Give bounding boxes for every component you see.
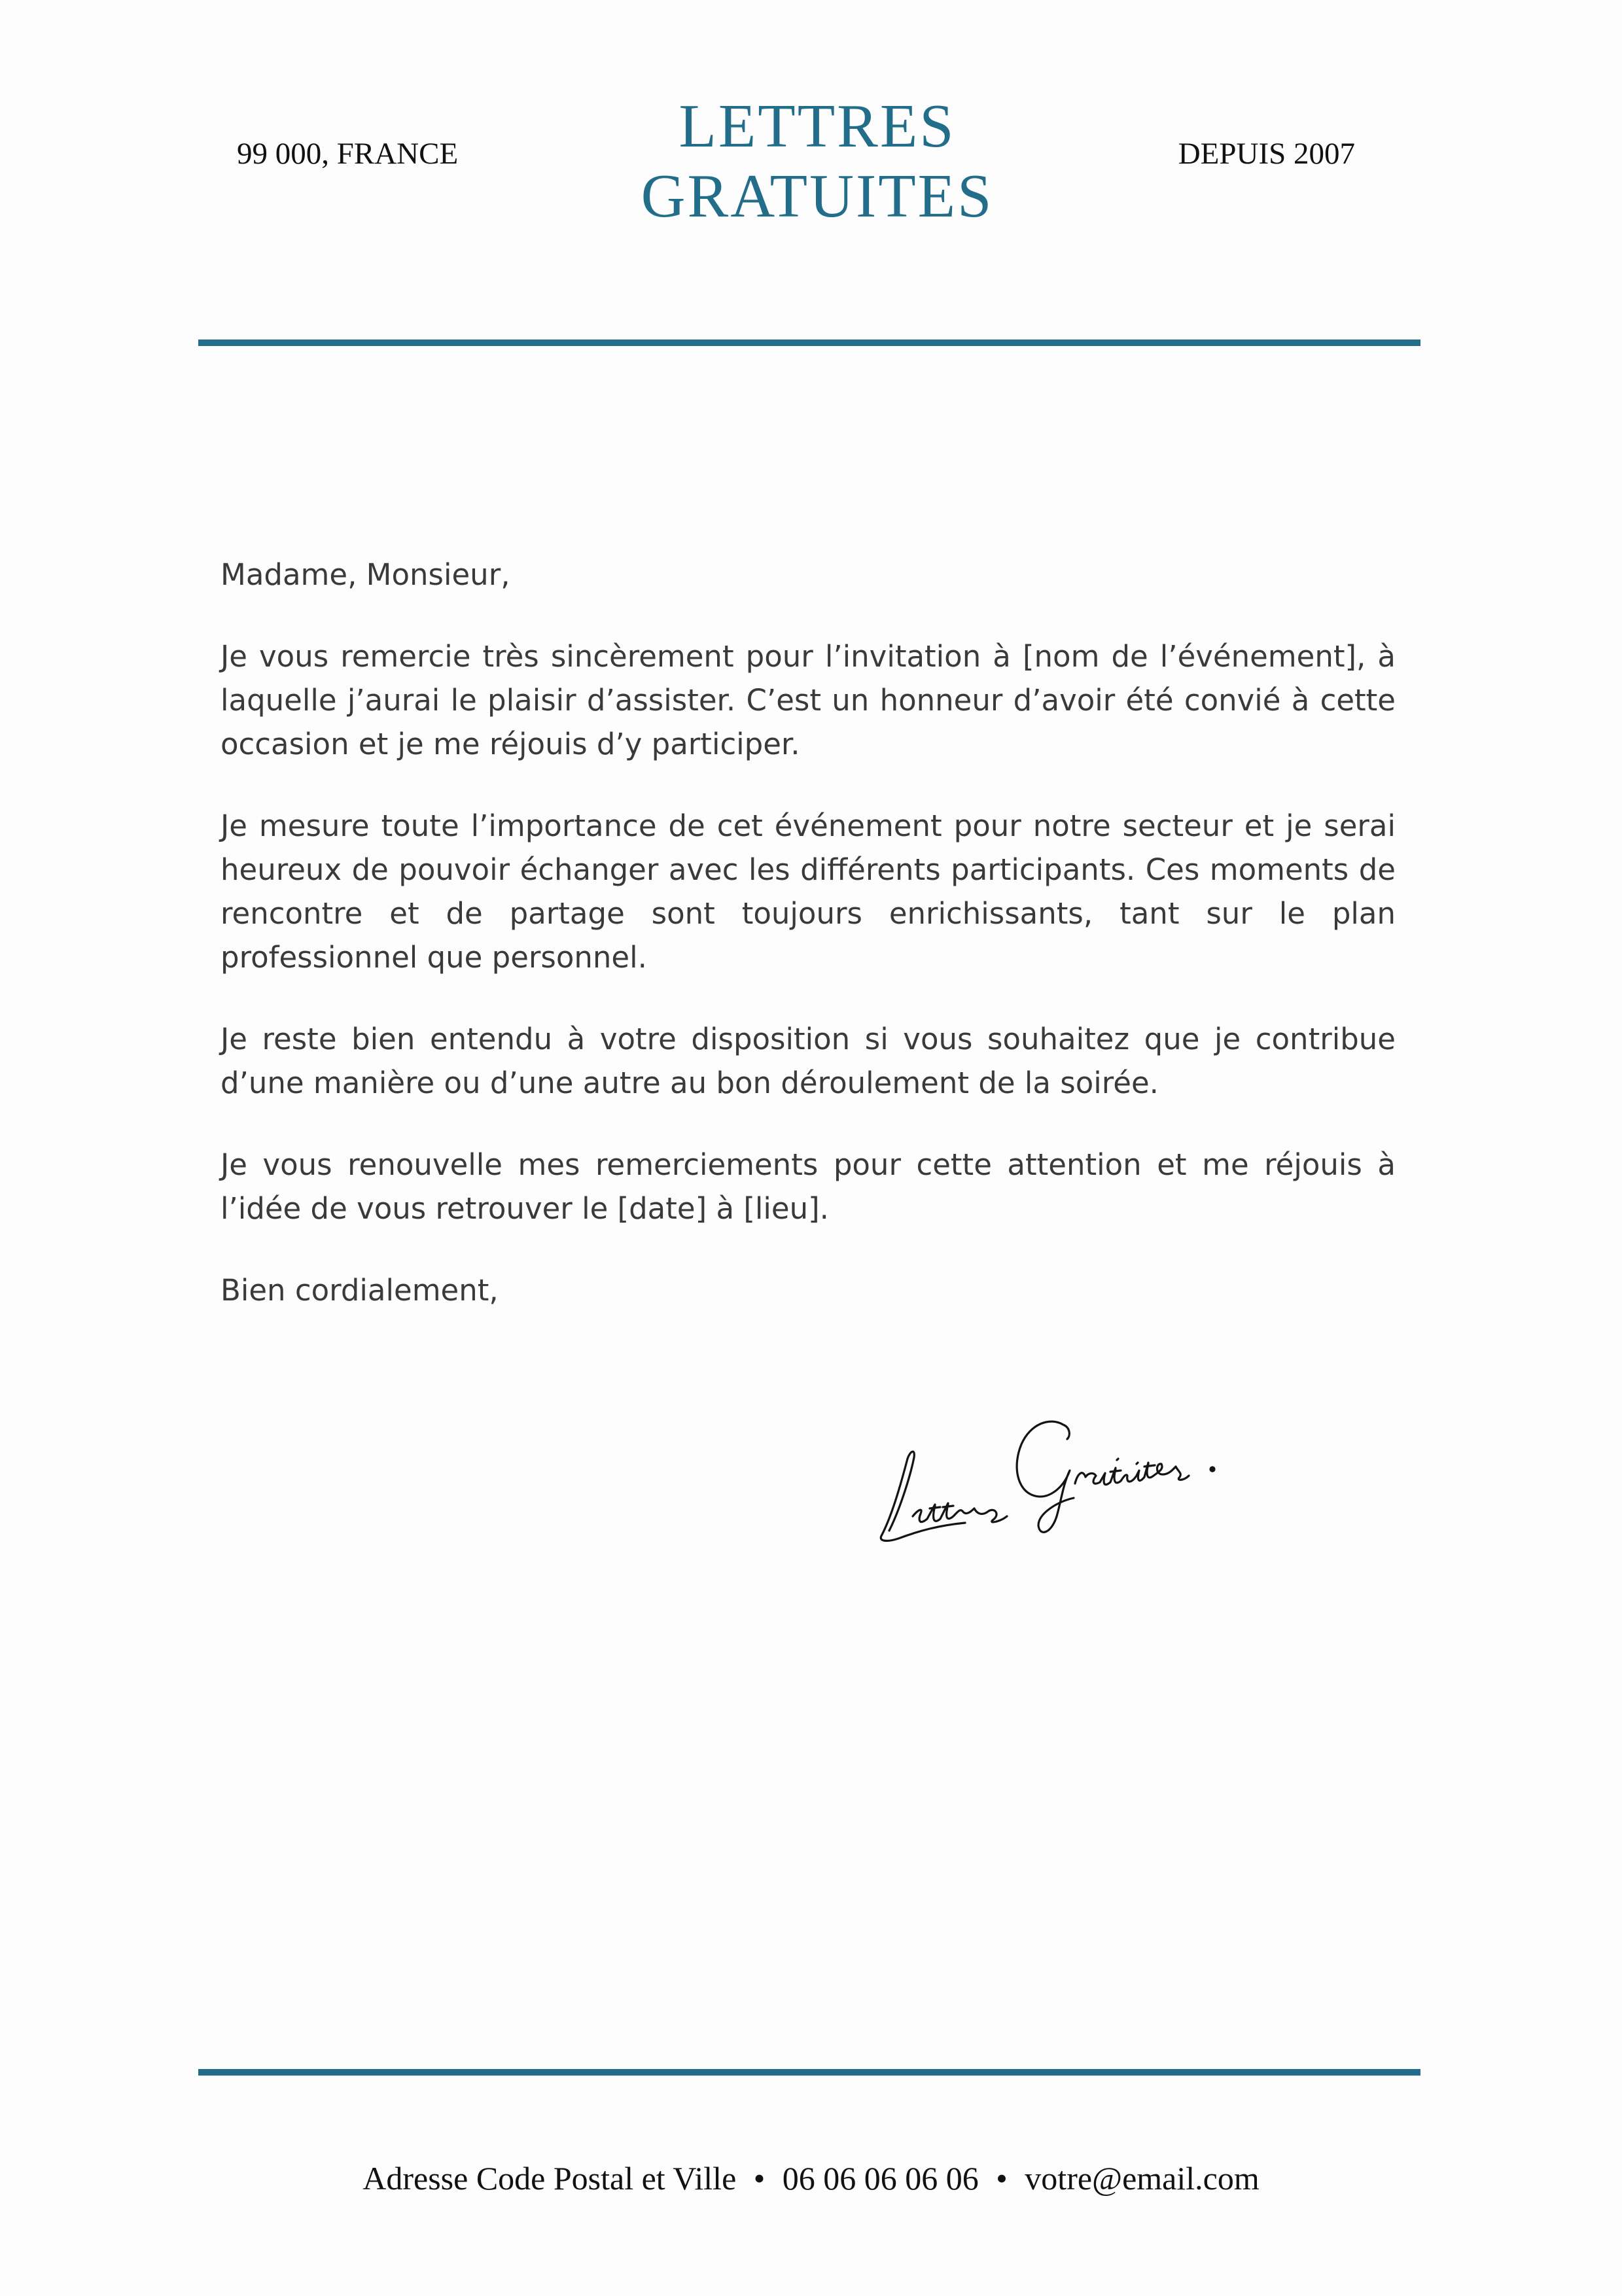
footer-address: Adresse Code Postal et Ville bbox=[362, 2160, 737, 2197]
footer-phone: 06 06 06 06 06 bbox=[782, 2160, 979, 2197]
footer-divider bbox=[198, 2069, 1420, 2076]
header-location: 99 000, FRANCE bbox=[237, 137, 459, 171]
letter-greeting: Madame, Monsieur, bbox=[220, 557, 510, 592]
brand-title-line1: LETTRES bbox=[679, 92, 956, 160]
letter-paragraph-2: Je mesure toute l’importance de cet événement pour notre secteur et je serai heureux de pouvoir échanger avec les différents participants. Ces moments de rencontre et de partage sont toujours enrichissants, tant sur le plan professionnel que personnel. bbox=[220, 809, 1396, 975]
header-since: DEPUIS 2007 bbox=[1178, 137, 1355, 171]
header-divider bbox=[198, 339, 1420, 346]
brand-title-line2: GRATUITES bbox=[641, 162, 994, 230]
letter-body bbox=[220, 553, 1396, 1350]
footer-separator: • bbox=[996, 2160, 1008, 2197]
letter-paragraph-4: Je vous renouvelle mes remerciements pour cette attention et me réjouis à l’idée de vous retrouver le [date] à [lieu]. bbox=[220, 1147, 1396, 1226]
letter-paragraph-1: Je vous remercie très sincèrement pour l’invitation à [nom de l’événement], à laquelle j’aurai le plaisir d’assister. C’est un honneur d’avoir été convié à cette occasion et je me réjouis d’y participer. bbox=[220, 639, 1396, 761]
footer-email: votre@email.com bbox=[1025, 2160, 1260, 2197]
footer-separator: • bbox=[753, 2160, 766, 2197]
brand-title bbox=[549, 92, 1085, 232]
handwritten-signature bbox=[867, 1385, 1246, 1569]
footer-contact bbox=[0, 2155, 1622, 2201]
letter-paragraph-3: Je reste bien entendu à votre disposition si vous souhaitez que je contribue d’une manière ou d’une autre au bon déroulement de la soirée. bbox=[220, 1022, 1396, 1100]
letter-closing: Bien cordialement, bbox=[220, 1273, 499, 1308]
